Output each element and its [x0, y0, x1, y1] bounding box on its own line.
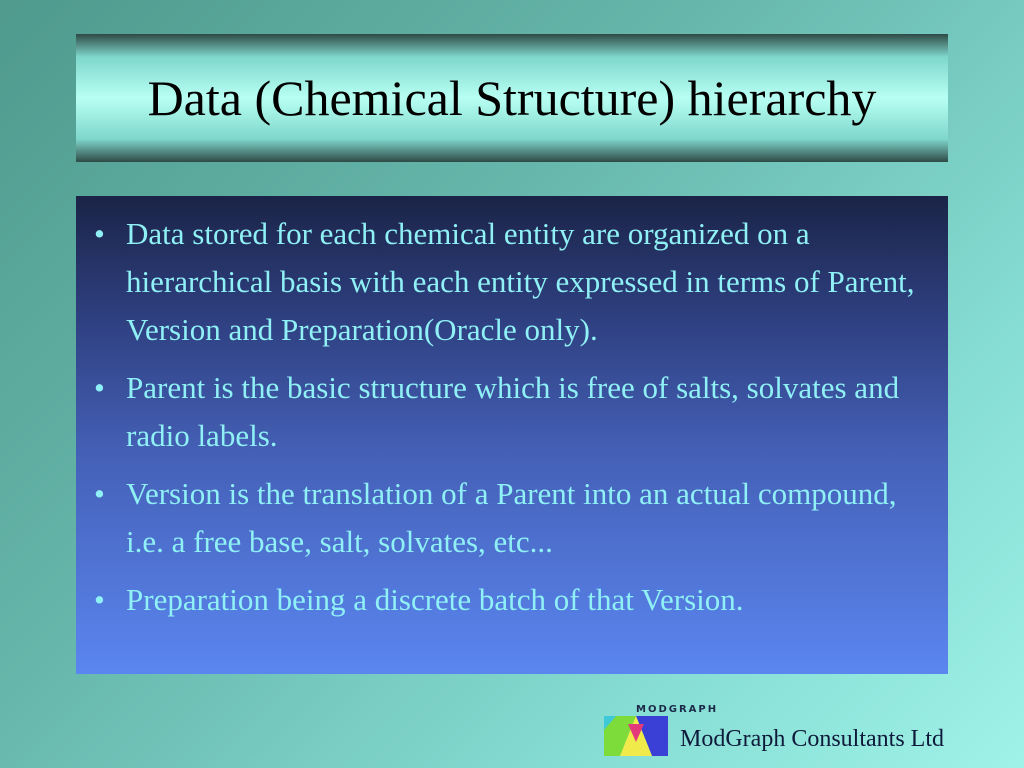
- bullet-dot-icon: •: [94, 216, 105, 251]
- bullet-text: Preparation being a discrete batch of that Version.: [126, 582, 744, 617]
- bullet-text: Data stored for each chemical entity are organized on a hierarchical basis with each entity expressed in terms of Parent, Version and Preparation(Oracle only).: [126, 216, 915, 347]
- content-box: [76, 196, 948, 674]
- bullet-item: [86, 364, 930, 460]
- bullet-text: Version is the translation of a Parent into an actual compound, i.e. a free base, salt, solvates, etc...: [126, 476, 897, 559]
- logo-wordmark: MODGRAPH: [636, 704, 719, 715]
- company-logo: [604, 704, 1004, 760]
- bullet-dot-icon: •: [94, 370, 105, 405]
- bullet-item: [86, 210, 930, 354]
- bullet-item: [86, 576, 930, 624]
- bullet-dot-icon: •: [94, 476, 105, 511]
- title-bar: [76, 34, 948, 162]
- company-name: ModGraph Consultants Ltd: [680, 726, 944, 752]
- bullet-item: [86, 470, 930, 566]
- bullet-dot-icon: •: [94, 582, 105, 617]
- bullet-text: Parent is the basic structure which is free of salts, solvates and radio labels.: [126, 370, 900, 453]
- modgraph-logo-icon: [604, 716, 668, 756]
- bullet-list: [86, 210, 930, 624]
- slide-title: Data (Chemical Structure) hierarchy: [147, 70, 877, 126]
